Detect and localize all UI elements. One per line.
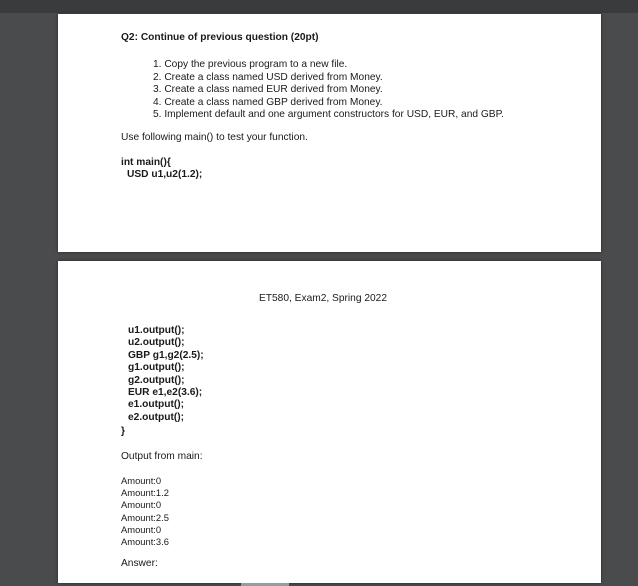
code-block [128, 325, 204, 424]
code-line: int main(){ [121, 157, 171, 168]
question-title: Q2: Continue of previous question (20pt) [121, 32, 319, 43]
code-line: EUR e1,e2(3.6); [128, 387, 203, 399]
page-header: ET580, Exam2, Spring 2022 [259, 293, 387, 304]
output-line: Amount:2.5 [121, 511, 169, 523]
output-label: Output from main: [121, 451, 203, 462]
list-item: 2. Create a class named USD derived from Money. [153, 71, 383, 83]
output-line: Amount:0 [121, 523, 162, 535]
closing-brace: } [121, 426, 125, 437]
code-line: USD u1,u2(1.2); [127, 169, 203, 181]
viewer-top-bar [0, 0, 638, 13]
code-line: g2.output(); [128, 374, 185, 386]
code-line: u2.output(); [128, 337, 185, 349]
list-item: 4. Create a class named GBP derived from Money. [153, 96, 383, 108]
output-line: Amount:0 [121, 475, 162, 486]
code-block [121, 157, 202, 182]
code-line: u1.output(); [128, 325, 185, 336]
list-item: 5. Implement default and one argument constructors for USD, EUR, and GBP. [153, 109, 504, 120]
document-page-2 [58, 261, 601, 583]
list-item: 3. Create a class named EUR derived from Money. [153, 84, 383, 95]
list-item: 1. Copy the previous program to a new file. [153, 59, 348, 70]
output-list [121, 475, 169, 548]
code-line: e2.output(); [128, 411, 185, 423]
document-page-1 [58, 14, 601, 252]
code-line: g1.output(); [128, 362, 185, 374]
output-line: Amount:1.2 [121, 487, 169, 499]
code-line: GBP g1,g2(2.5); [128, 349, 204, 361]
answer-label: Answer: [121, 558, 158, 569]
output-line: Amount:0 [121, 499, 162, 511]
code-line: e1.output(); [128, 399, 185, 411]
instruction-text: Use following main() to test your function. [121, 132, 308, 143]
steps-list [153, 59, 504, 122]
output-line: Amount:3.6 [121, 536, 169, 548]
